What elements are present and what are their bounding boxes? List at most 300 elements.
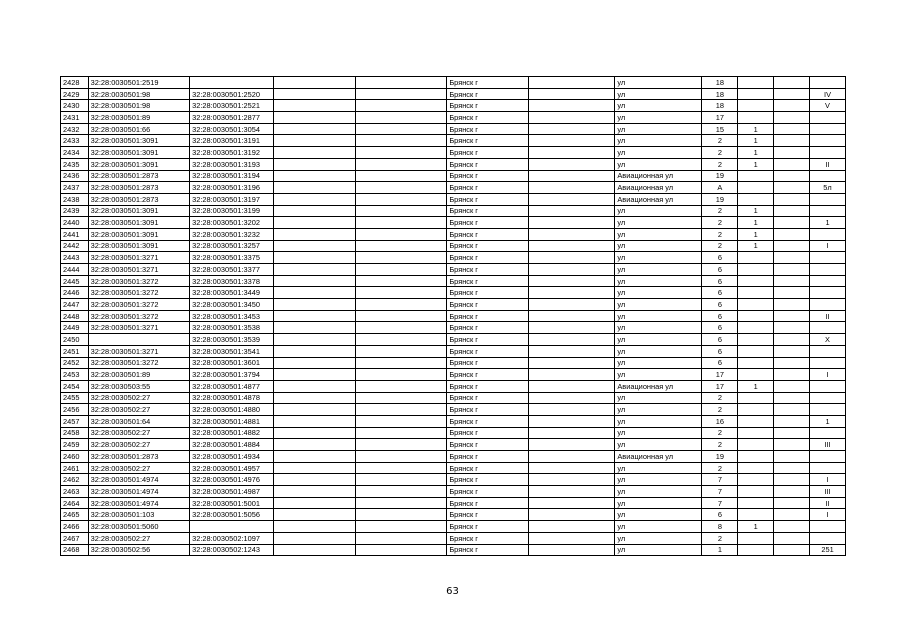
registry-table [60, 76, 846, 556]
page-number: 63 [446, 586, 459, 597]
table-cell: 2 [702, 158, 738, 170]
table-row [61, 240, 846, 252]
table-cell [356, 252, 447, 264]
table-cell [529, 357, 615, 369]
table-cell: 32:28:0030501:3271 [88, 252, 189, 264]
table-row [61, 486, 846, 498]
table-cell [274, 287, 356, 299]
table-cell [774, 310, 810, 322]
table-cell [738, 427, 774, 439]
table-cell: Брянск г [447, 334, 529, 346]
table-cell [774, 392, 810, 404]
table-cell [529, 392, 615, 404]
table-cell [774, 158, 810, 170]
table-cell: 32:28:0030501:3192 [190, 147, 274, 159]
table-cell: 19 [702, 170, 738, 182]
table-cell: 2431 [61, 112, 89, 124]
table-cell [356, 462, 447, 474]
table-cell: 2 [702, 240, 738, 252]
table-cell [738, 544, 774, 556]
table-cell [356, 322, 447, 334]
table-row [61, 544, 846, 556]
table-cell [810, 112, 846, 124]
table-cell [274, 88, 356, 100]
table-cell [774, 217, 810, 229]
table-cell: 2 [702, 462, 738, 474]
table-cell [529, 334, 615, 346]
table-cell [738, 532, 774, 544]
table-cell: 32:28:0030501:4974 [88, 497, 189, 509]
table-row [61, 287, 846, 299]
table-cell: Брянск г [447, 369, 529, 381]
table-cell: Брянск г [447, 287, 529, 299]
table-row [61, 532, 846, 544]
table-cell: 32:28:0030502:27 [88, 532, 189, 544]
table-cell [774, 147, 810, 159]
table-cell: 16 [702, 415, 738, 427]
table-cell: 32:28:0030501:4884 [190, 439, 274, 451]
table-cell: ул [615, 334, 702, 346]
table-cell: Брянск г [447, 474, 529, 486]
table-cell [356, 521, 447, 533]
table-cell: ул [615, 275, 702, 287]
table-cell [774, 170, 810, 182]
table-row [61, 158, 846, 170]
table-cell [356, 275, 447, 287]
table-cell: 32:28:0030501:2519 [88, 77, 189, 89]
table-cell: 32:28:0030501:4974 [88, 486, 189, 498]
table-cell [810, 252, 846, 264]
table-cell: 32:28:0030502:27 [88, 427, 189, 439]
table-cell [356, 334, 447, 346]
table-cell [356, 147, 447, 159]
table-cell: ул [615, 474, 702, 486]
table-cell [529, 123, 615, 135]
table-cell: 32:28:0030501:5001 [190, 497, 274, 509]
table-cell: 32:28:0030501:4877 [190, 380, 274, 392]
table-cell: ул [615, 532, 702, 544]
table-cell: Брянск г [447, 521, 529, 533]
table-cell: 32:28:0030501:5056 [190, 509, 274, 521]
table-cell: 251 [810, 544, 846, 556]
table-cell: ул [615, 404, 702, 416]
table-cell: Брянск г [447, 205, 529, 217]
table-cell: 32:28:0030501:2521 [190, 100, 274, 112]
table-cell: 6 [702, 345, 738, 357]
table-cell: ул [615, 228, 702, 240]
table-cell: 2436 [61, 170, 89, 182]
table-cell: 6 [702, 334, 738, 346]
table-cell [810, 392, 846, 404]
table-cell: 32:28:0030501:3378 [190, 275, 274, 287]
table-cell [356, 474, 447, 486]
table-cell: ул [615, 439, 702, 451]
table-cell: ул [615, 100, 702, 112]
table-cell: 1 [738, 135, 774, 147]
table-cell: 32:28:0030501:98 [88, 88, 189, 100]
table-cell: 15 [702, 123, 738, 135]
table-cell [810, 264, 846, 276]
table-cell: 32:28:0030501:89 [88, 369, 189, 381]
table-cell [774, 88, 810, 100]
table-cell: 2452 [61, 357, 89, 369]
table-cell [529, 135, 615, 147]
table-cell: 32:28:0030501:3272 [88, 275, 189, 287]
table-cell: ул [615, 123, 702, 135]
table-row [61, 310, 846, 322]
table-cell [529, 100, 615, 112]
table-cell: 2462 [61, 474, 89, 486]
table-cell [356, 497, 447, 509]
table-cell: 32:28:0030501:3794 [190, 369, 274, 381]
table-cell: 32:28:0030502:27 [88, 404, 189, 416]
table-cell [356, 170, 447, 182]
table-cell: 32:28:0030501:4881 [190, 415, 274, 427]
table-cell: Брянск г [447, 357, 529, 369]
table-cell: ул [615, 392, 702, 404]
table-cell [774, 415, 810, 427]
table-cell: 2450 [61, 334, 89, 346]
table-cell: 6 [702, 357, 738, 369]
table-cell: 2438 [61, 193, 89, 205]
table-cell: 32:28:0030501:3091 [88, 228, 189, 240]
table-cell [529, 462, 615, 474]
table-cell [774, 205, 810, 217]
table-cell: Брянск г [447, 217, 529, 229]
table-cell: 2459 [61, 439, 89, 451]
table-cell [774, 509, 810, 521]
table-cell: 2 [702, 427, 738, 439]
table-cell [274, 228, 356, 240]
table-cell [774, 544, 810, 556]
table-cell: 32:28:0030501:3449 [190, 287, 274, 299]
table-cell: 6 [702, 509, 738, 521]
table-cell: 1 [738, 147, 774, 159]
table-cell [738, 112, 774, 124]
table-cell [774, 228, 810, 240]
table-cell [810, 123, 846, 135]
table-row [61, 392, 846, 404]
table-cell: 8 [702, 521, 738, 533]
table-cell [810, 532, 846, 544]
table-cell: 32:28:0030501:2520 [190, 88, 274, 100]
table-cell [738, 252, 774, 264]
table-cell: Брянск г [447, 88, 529, 100]
table-cell [810, 345, 846, 357]
table-cell [529, 252, 615, 264]
table-cell: 32:28:0030501:2873 [88, 182, 189, 194]
table-cell: 18 [702, 88, 738, 100]
table-cell [529, 427, 615, 439]
table-cell [810, 205, 846, 217]
table-cell [738, 497, 774, 509]
table-cell [529, 77, 615, 89]
table-cell: 32:28:0030501:3453 [190, 310, 274, 322]
table-cell: ул [615, 462, 702, 474]
table-cell: Брянск г [447, 404, 529, 416]
table-cell: 7 [702, 486, 738, 498]
table-cell: Брянск г [447, 380, 529, 392]
table-cell: II [810, 310, 846, 322]
table-cell: 2468 [61, 544, 89, 556]
table-cell [774, 275, 810, 287]
table-cell [738, 100, 774, 112]
table-cell [529, 345, 615, 357]
table-cell [356, 486, 447, 498]
table-cell: 2444 [61, 264, 89, 276]
table-cell [529, 451, 615, 463]
table-cell [810, 427, 846, 439]
table-cell: ул [615, 427, 702, 439]
table-cell [774, 112, 810, 124]
table-cell [738, 322, 774, 334]
table-cell: 32:28:0030501:3272 [88, 310, 189, 322]
table-cell [529, 217, 615, 229]
table-cell [190, 77, 274, 89]
table-cell [274, 439, 356, 451]
table-cell: 5л [810, 182, 846, 194]
table-cell [738, 264, 774, 276]
table-cell: 2435 [61, 158, 89, 170]
table-cell: ул [615, 310, 702, 322]
table-cell [738, 486, 774, 498]
table-cell: ул [615, 205, 702, 217]
table-cell: 32:28:0030502:27 [88, 392, 189, 404]
table-cell [774, 135, 810, 147]
table-cell [356, 217, 447, 229]
table-cell: Брянск г [447, 310, 529, 322]
table-cell: 32:28:0030501:3194 [190, 170, 274, 182]
table-cell [738, 334, 774, 346]
table-cell [810, 228, 846, 240]
table-cell [356, 135, 447, 147]
table-cell: Авиационная ул [615, 170, 702, 182]
table-cell [356, 439, 447, 451]
table-cell [529, 404, 615, 416]
table-cell: ул [615, 497, 702, 509]
table-cell [356, 240, 447, 252]
table-cell [774, 532, 810, 544]
table-cell: III [810, 439, 846, 451]
table-cell: 32:28:0030501:2873 [88, 170, 189, 182]
table-cell [529, 264, 615, 276]
table-cell: Брянск г [447, 415, 529, 427]
table-cell [356, 310, 447, 322]
table-cell: 2455 [61, 392, 89, 404]
table-cell: ул [615, 544, 702, 556]
table-cell: 2464 [61, 497, 89, 509]
table-cell: 2445 [61, 275, 89, 287]
table-cell: Брянск г [447, 486, 529, 498]
table-cell [810, 357, 846, 369]
table-cell [274, 462, 356, 474]
table-cell: 32:28:0030501:5060 [88, 521, 189, 533]
table-cell [529, 275, 615, 287]
table-cell: А [702, 182, 738, 194]
table-cell [356, 299, 447, 311]
table-cell: V [810, 100, 846, 112]
table-row [61, 112, 846, 124]
table-cell: 1 [738, 521, 774, 533]
table-cell [529, 240, 615, 252]
table-cell: Брянск г [447, 322, 529, 334]
table-cell: Авиационная ул [615, 182, 702, 194]
table-cell: ул [615, 415, 702, 427]
table-cell: 6 [702, 287, 738, 299]
table-cell: Брянск г [447, 392, 529, 404]
table-cell [274, 427, 356, 439]
table-cell: 2465 [61, 509, 89, 521]
table-cell: 2467 [61, 532, 89, 544]
table-cell: 32:28:0030501:3202 [190, 217, 274, 229]
table-cell: 1 [738, 228, 774, 240]
table-cell: 17 [702, 369, 738, 381]
table-cell: 7 [702, 474, 738, 486]
table-cell [274, 240, 356, 252]
table-cell [810, 299, 846, 311]
table-cell [274, 369, 356, 381]
table-cell: 32:28:0030501:64 [88, 415, 189, 427]
table-cell: Брянск г [447, 240, 529, 252]
table-cell: 32:28:0030502:27 [88, 439, 189, 451]
table-cell [810, 404, 846, 416]
table-cell: ул [615, 135, 702, 147]
table-cell: 2 [702, 532, 738, 544]
table-cell: 32:28:0030501:3091 [88, 135, 189, 147]
table-cell [810, 193, 846, 205]
table-cell: Брянск г [447, 509, 529, 521]
table-cell [529, 369, 615, 381]
table-row [61, 334, 846, 346]
table-cell [356, 404, 447, 416]
table-row [61, 217, 846, 229]
table-cell: III [810, 486, 846, 498]
table-cell [774, 474, 810, 486]
table-cell: 6 [702, 310, 738, 322]
table-cell: 32:28:0030501:3271 [88, 345, 189, 357]
table-cell [738, 182, 774, 194]
table-cell: 32:28:0030502:56 [88, 544, 189, 556]
table-cell: ул [615, 287, 702, 299]
table-cell [274, 205, 356, 217]
table-cell [529, 322, 615, 334]
table-cell: 32:28:0030501:4934 [190, 451, 274, 463]
table-cell: 32:28:0030501:3232 [190, 228, 274, 240]
table-cell: ул [615, 252, 702, 264]
table-cell: Брянск г [447, 299, 529, 311]
table-row [61, 497, 846, 509]
table-cell: 2457 [61, 415, 89, 427]
table-cell: 32:28:0030501:4974 [88, 474, 189, 486]
table-row [61, 205, 846, 217]
table-cell: 2463 [61, 486, 89, 498]
table-cell: 2446 [61, 287, 89, 299]
table-cell: Брянск г [447, 182, 529, 194]
table-cell [738, 392, 774, 404]
table-cell: ул [615, 264, 702, 276]
table-cell: I [810, 240, 846, 252]
table-cell [810, 135, 846, 147]
table-cell: 19 [702, 451, 738, 463]
table-cell [774, 299, 810, 311]
table-cell [356, 369, 447, 381]
table-cell: 6 [702, 275, 738, 287]
table-row [61, 299, 846, 311]
table-cell: X [810, 334, 846, 346]
table-row [61, 404, 846, 416]
table-cell: Брянск г [447, 275, 529, 287]
table-cell: 32:28:0030501:3199 [190, 205, 274, 217]
table-cell [810, 322, 846, 334]
table-cell: 32:28:0030501:3375 [190, 252, 274, 264]
table-cell: 2461 [61, 462, 89, 474]
table-cell: I [810, 369, 846, 381]
table-cell [274, 299, 356, 311]
table-cell [774, 521, 810, 533]
table-cell: 19 [702, 193, 738, 205]
table-cell: 18 [702, 100, 738, 112]
table-cell [774, 240, 810, 252]
table-cell [774, 193, 810, 205]
table-cell: ул [615, 299, 702, 311]
table-cell: II [810, 497, 846, 509]
table-row [61, 147, 846, 159]
table-cell [356, 264, 447, 276]
table-cell [274, 509, 356, 521]
table-row [61, 474, 846, 486]
table-cell: Брянск г [447, 147, 529, 159]
table-row [61, 357, 846, 369]
table-cell: 32:28:0030501:2873 [88, 193, 189, 205]
table-cell: 32:28:0030501:4957 [190, 462, 274, 474]
table-cell: 2454 [61, 380, 89, 392]
table-cell [529, 88, 615, 100]
table-cell [774, 369, 810, 381]
table-cell [529, 158, 615, 170]
table-cell [738, 275, 774, 287]
table-cell [529, 182, 615, 194]
table-cell: 32:28:0030501:4882 [190, 427, 274, 439]
table-cell: I [810, 509, 846, 521]
table-cell [529, 509, 615, 521]
table-cell: 2439 [61, 205, 89, 217]
table-cell: 2432 [61, 123, 89, 135]
table-cell [529, 415, 615, 427]
table-cell [529, 310, 615, 322]
table-cell [810, 380, 846, 392]
table-cell [356, 392, 447, 404]
table-cell: 32:28:0030501:3272 [88, 357, 189, 369]
table-row [61, 135, 846, 147]
table-cell: 6 [702, 322, 738, 334]
table-cell: 2453 [61, 369, 89, 381]
table-cell [738, 415, 774, 427]
table-row [61, 462, 846, 474]
table-cell: 32:28:0030501:3091 [88, 217, 189, 229]
table-cell: 2428 [61, 77, 89, 89]
table-cell [774, 252, 810, 264]
table-cell: 2434 [61, 147, 89, 159]
table-cell: 2 [702, 205, 738, 217]
table-cell [810, 462, 846, 474]
table-cell: 32:28:0030501:4880 [190, 404, 274, 416]
table-cell: 1 [738, 123, 774, 135]
table-cell [529, 486, 615, 498]
table-cell: I [810, 474, 846, 486]
table-cell: 32:28:0030501:3197 [190, 193, 274, 205]
table-cell [738, 88, 774, 100]
table-cell: 32:28:0030501:4987 [190, 486, 274, 498]
